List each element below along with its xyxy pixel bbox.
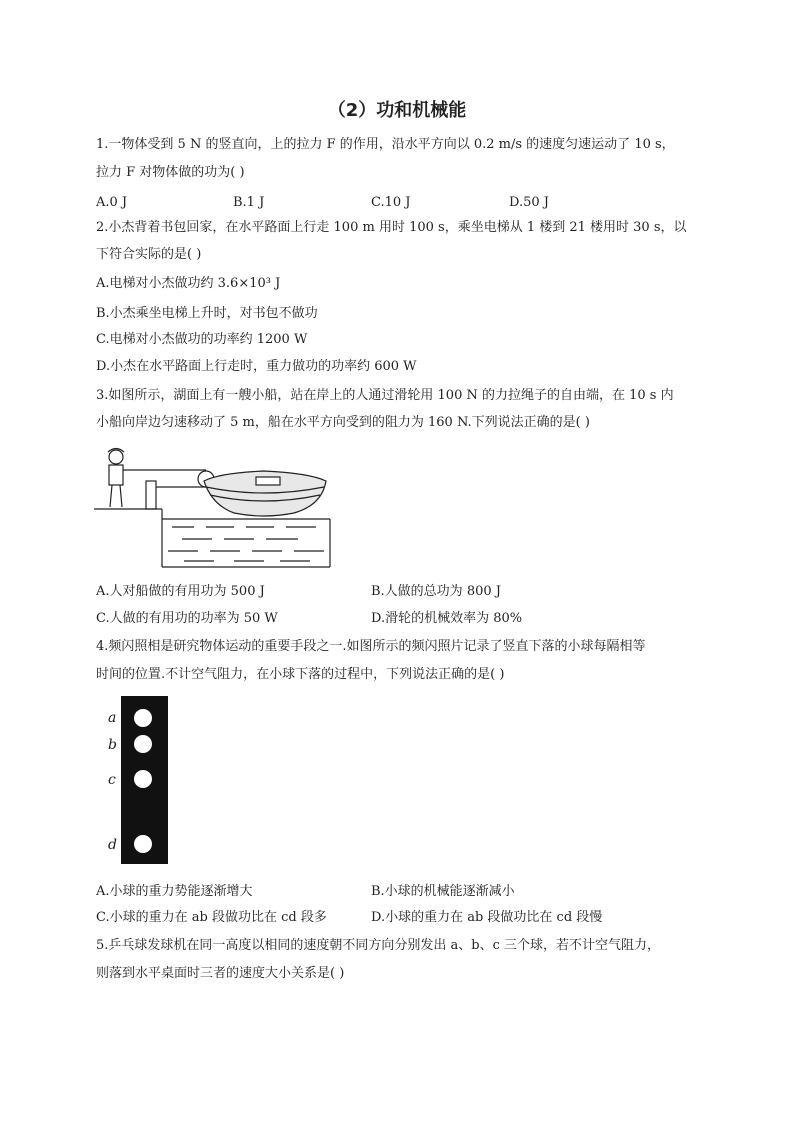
q4-option-d: D.小球的重力在 ab 段做功比在 cd 段慢 (371, 910, 603, 925)
q4-option-b: B.小球的机械能逐渐减小 (371, 884, 515, 899)
q1-stem-line1: 1.一物体受到 5 N 的竖直向，上的拉力 F 的作用，沿水平方向以 0.2 m/s 的速度匀速运动了 10 s， (96, 137, 675, 152)
ball-b (134, 735, 152, 753)
person-leg-left (110, 485, 112, 507)
q2-option-a: A.电梯对小杰做功约 3.6×10³ J (96, 276, 281, 291)
q2-stem-line1: 2.小杰背着书包回家，在水平路面上行走 100 m 用时 100 s，乘坐电梯从 1 楼到 21 楼用时 30 s，以 (96, 220, 687, 235)
q2-option-b: B.小杰乘坐电梯上升时，对书包不做功 (96, 306, 318, 321)
q1-option-c: C.10 J (371, 195, 411, 210)
boat-pulley-figure (94, 443, 334, 571)
q3-stem-line1: 3.如图所示，湖面上有一艘小船，站在岸上的人通过滑轮用 100 N 的力拉绳子的自由端，在 10 s 内 (96, 388, 674, 403)
q3-stem-line2: 小船向岸边匀速移动了 5 m，船在水平方向受到的阻力为 160 N.下列说法正确的是( ) (96, 415, 590, 430)
q5-stem-line2: 则落到水平桌面时三者的速度大小关系是( ) (96, 966, 345, 981)
q3-option-d: D.滑轮的机械效率为 80% (371, 611, 523, 626)
person-head (109, 450, 123, 464)
label-a: a (108, 710, 117, 726)
q3-option-c: C.人做的有用功的功率为 50 W (96, 611, 278, 626)
ball-a (134, 709, 152, 727)
q5-stem-line1: 5.乒乓球发球机在同一高度以相同的速度朝不同方向分别发出 a、b、c 三个球，若不计空气阻力， (96, 938, 661, 953)
q4-stem-line2: 时间的位置.不计空气阻力，在小球下落的过程中，下列说法正确的是( ) (96, 667, 505, 682)
q2-option-c: C.电梯对小杰做功的功率约 1200 W (96, 332, 308, 347)
label-b: b (108, 737, 117, 753)
q3-option-b: B.人做的总功为 800 J (371, 584, 501, 599)
q1-option-a: A.0 J (96, 195, 128, 210)
q3-option-a: A.人对船做的有用功为 500 J (96, 584, 265, 599)
label-d: d (108, 837, 117, 853)
q1-option-b: B.1 J (233, 195, 265, 210)
person-leg-right (120, 485, 122, 507)
q1-stem-line2: 拉力 F 对物体做的功为( ) (96, 165, 245, 180)
q4-option-c: C.小球的重力在 ab 段做功比在 cd 段多 (96, 910, 327, 925)
post (146, 481, 156, 509)
ball-c (134, 770, 152, 788)
person-body (109, 465, 123, 485)
q2-option-d: D.小杰在水平路面上行走时，重力做功的功率约 600 W (96, 359, 417, 374)
ball-d (134, 835, 152, 853)
q4-option-a: A.小球的重力势能逐渐增大 (96, 884, 253, 899)
q1-option-d: D.50 J (509, 195, 549, 210)
strobe-photo-figure (100, 694, 172, 866)
label-c: c (108, 772, 116, 788)
boat-cargo (256, 477, 280, 485)
q4-stem-line1: 4.频闪照相是研究物体运动的重要手段之一.如图所示的频闪照片记录了竖直下落的小球每隔相等 (96, 639, 646, 654)
q2-stem-line2: 下符合实际的是( ) (96, 247, 202, 262)
page-title: （2）功和机械能 (327, 100, 467, 121)
